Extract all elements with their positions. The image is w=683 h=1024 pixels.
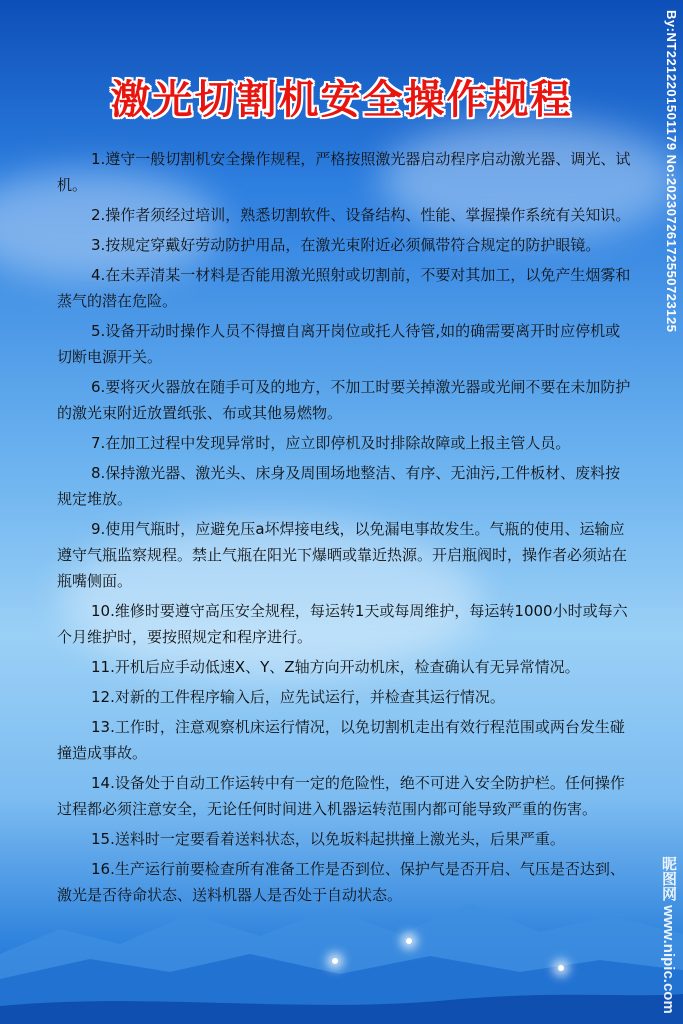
sparkle-decoration — [332, 958, 338, 964]
sparkle-decoration — [558, 965, 564, 971]
rule-item: 8.保持激光器、激光头、床身及周围场地整洁、有序、无油污,工件板材、废料按规定堆放。 — [57, 464, 621, 508]
rule-item: 14.设备处于自动工作运转中有一定的危险性，绝不可进入安全防护栏。任何操作过程都必须注意安全，无论任何时间进入机器运转范围内都可能导致严重的伤害。 — [57, 774, 625, 818]
rule-item: 2.操作者须经过培训，熟悉切割软件、设备结构、性能、掌握操作系统有关知识。 — [91, 206, 631, 224]
sparkle-decoration — [406, 938, 412, 944]
watermark-code: By:NT2212201501179 No:20230726172550723125 — [664, 10, 679, 333]
rule-item: 7.在加工过程中发现异常时，应立即停机及时排除故障或上报主管人员。 — [91, 434, 571, 452]
rule-item: 12.对新的工件程序输入后，应先试运行，并检查其运行情况。 — [91, 688, 505, 706]
rule-item: 3.按规定穿戴好劳动防护用品，在激光束附近必须佩带符合规定的防护眼镜。 — [91, 236, 601, 254]
rule-item: 11.开机后应手动低速X、Y、Z轴方向开动机床，检查确认有无异常情况。 — [91, 658, 580, 676]
watermark-site: 昵图网 www.nipic.com — [660, 856, 677, 1014]
rule-item: 10.维修时要遵守高压安全规程，每运转1天或每周维护，每运转1000小时或每六个月维护时，要按照规定和程序进行。 — [57, 602, 628, 646]
rule-item: 4.在未弄清某一材料是否能用激光照射或切割前，不要对其加工，以免产生烟雾和蒸气的潜在危险。 — [57, 266, 631, 310]
rule-item: 15.送料时一定要看着送料状态，以免坂料起拱撞上激光头，后果严重。 — [91, 830, 565, 848]
rule-item: 5.设备开动时操作人员不得擅自离开岗位或托人待管,如的确需要离开时应停机或切断电源开关。 — [57, 322, 621, 366]
rule-item: 6.要将灭火器放在随手可及的地方，不加工时要关掉激光器或光闸不要在未加防护的激光束附近放置纸张、布或其他易燃物。 — [57, 378, 631, 422]
rule-item: 1.遵守一般切割机安全操作规程，严格按照激光器启动程序启动激光器、调光、试机。 — [57, 150, 631, 194]
rule-item: 13.工作时，注意观察机床运行情况，以免切割机走出有效行程范围或两台发生碰撞造成事故。 — [57, 718, 625, 762]
page-title: 激光切割机安全操作规程 — [110, 77, 573, 123]
rules-list — [57, 146, 632, 912]
rule-item: 16.生产运行前要检查所有准备工作是否到位、保护气是否开启、气压是否达到、激光是否待命状态、送料机器人是否处于自动状态。 — [57, 860, 625, 904]
rule-item: 9.使用气瓶时，应避免压a坏焊接电线，以免漏电事故发生。气瓶的使用、运输应遵守气瓶监察规程。禁止气瓶在阳光下爆晒或靠近热源。开启瓶阀时，操作者必须站在瓶嘴侧面。 — [57, 520, 628, 590]
